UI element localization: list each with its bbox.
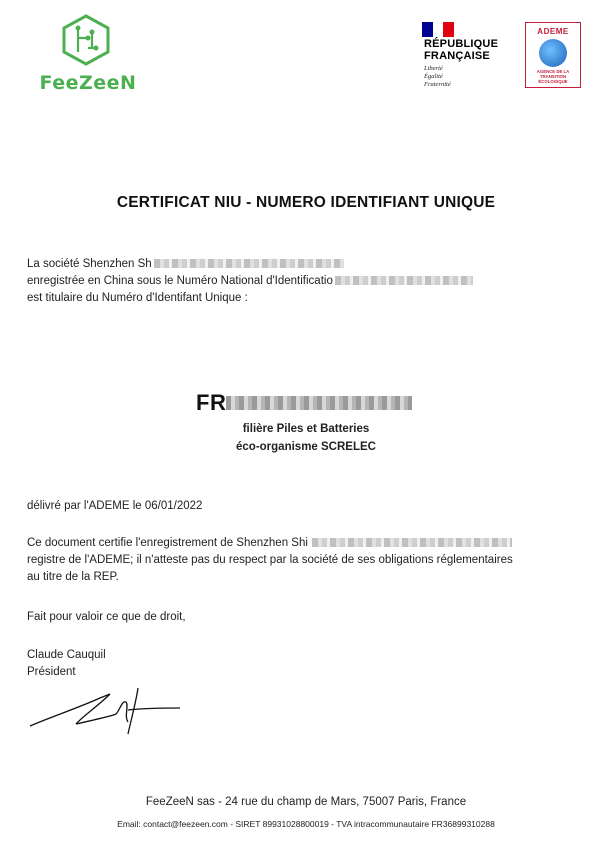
niu-number: FR [196, 390, 426, 416]
redacted-niu [226, 396, 412, 410]
footer-legal-info: Email: contact@feezeen.com - SIRET 89931028800019 - TVA intracommunautaire FR36899310288 [117, 819, 495, 829]
certificate-title: CERTIFICAT NIU - NUMERO IDENTIFIANT UNIQUE [116, 194, 496, 211]
ademe-logo [525, 22, 581, 88]
filiere-label: filière Piles et Batteries [242, 423, 370, 435]
french-flag-icon [422, 22, 454, 37]
redacted-company-name-2 [312, 538, 512, 547]
ademe-tagline: AGENCE DE LA TRANSITION ÉCOLOGIQUE [536, 69, 570, 84]
cert-line-2: registre de l'ADEME; il n'atteste pas du respect par la société de ses obligations réglementaires [27, 554, 513, 566]
handwritten-signature [28, 680, 188, 740]
republique-francaise-logo [418, 18, 510, 90]
intro-line-2: enregistrée en China sous le Numéro National d'Identificatio [27, 273, 473, 290]
footer-address: FeeZeeN sas - 24 rue du champ de Mars, 75007 Paris, France [145, 796, 467, 808]
intro-line-1: La société Shenzhen Sh [27, 256, 344, 273]
republique-line1: RÉPUBLIQUE [424, 38, 499, 50]
motto-egalite: Égalité [424, 73, 443, 80]
redacted-company-name [154, 259, 344, 268]
motto-liberte: Liberté [424, 65, 443, 72]
intro-line-3: est titulaire du Numéro d'Identifant Unique : [27, 292, 248, 304]
cert-line-3: au titre de la REP. [27, 571, 119, 583]
circuit-hexagon-icon [58, 14, 114, 66]
ademe-name: ADEME [537, 27, 569, 36]
delivery-date: délivré par l'ADEME le 06/01/2022 [27, 500, 203, 512]
feezeen-logo [28, 14, 148, 100]
closing-text: Fait pour valoir ce que de droit, [27, 611, 186, 623]
motto-fraternite: Fraternité [424, 81, 451, 88]
redacted-national-id [335, 276, 473, 285]
republique-line2: FRANÇAISE [424, 50, 490, 62]
cert-line-1: Ce document certifie l'enregistrement de Shenzhen Shi [27, 535, 512, 552]
globe-icon [539, 39, 567, 67]
brand-name: FeeZeeN [39, 72, 137, 94]
signatory-name: Claude Cauquil [27, 649, 106, 661]
eco-organisme-label: éco-organisme SCRELEC [236, 441, 376, 453]
signatory-title: Président [27, 666, 76, 678]
